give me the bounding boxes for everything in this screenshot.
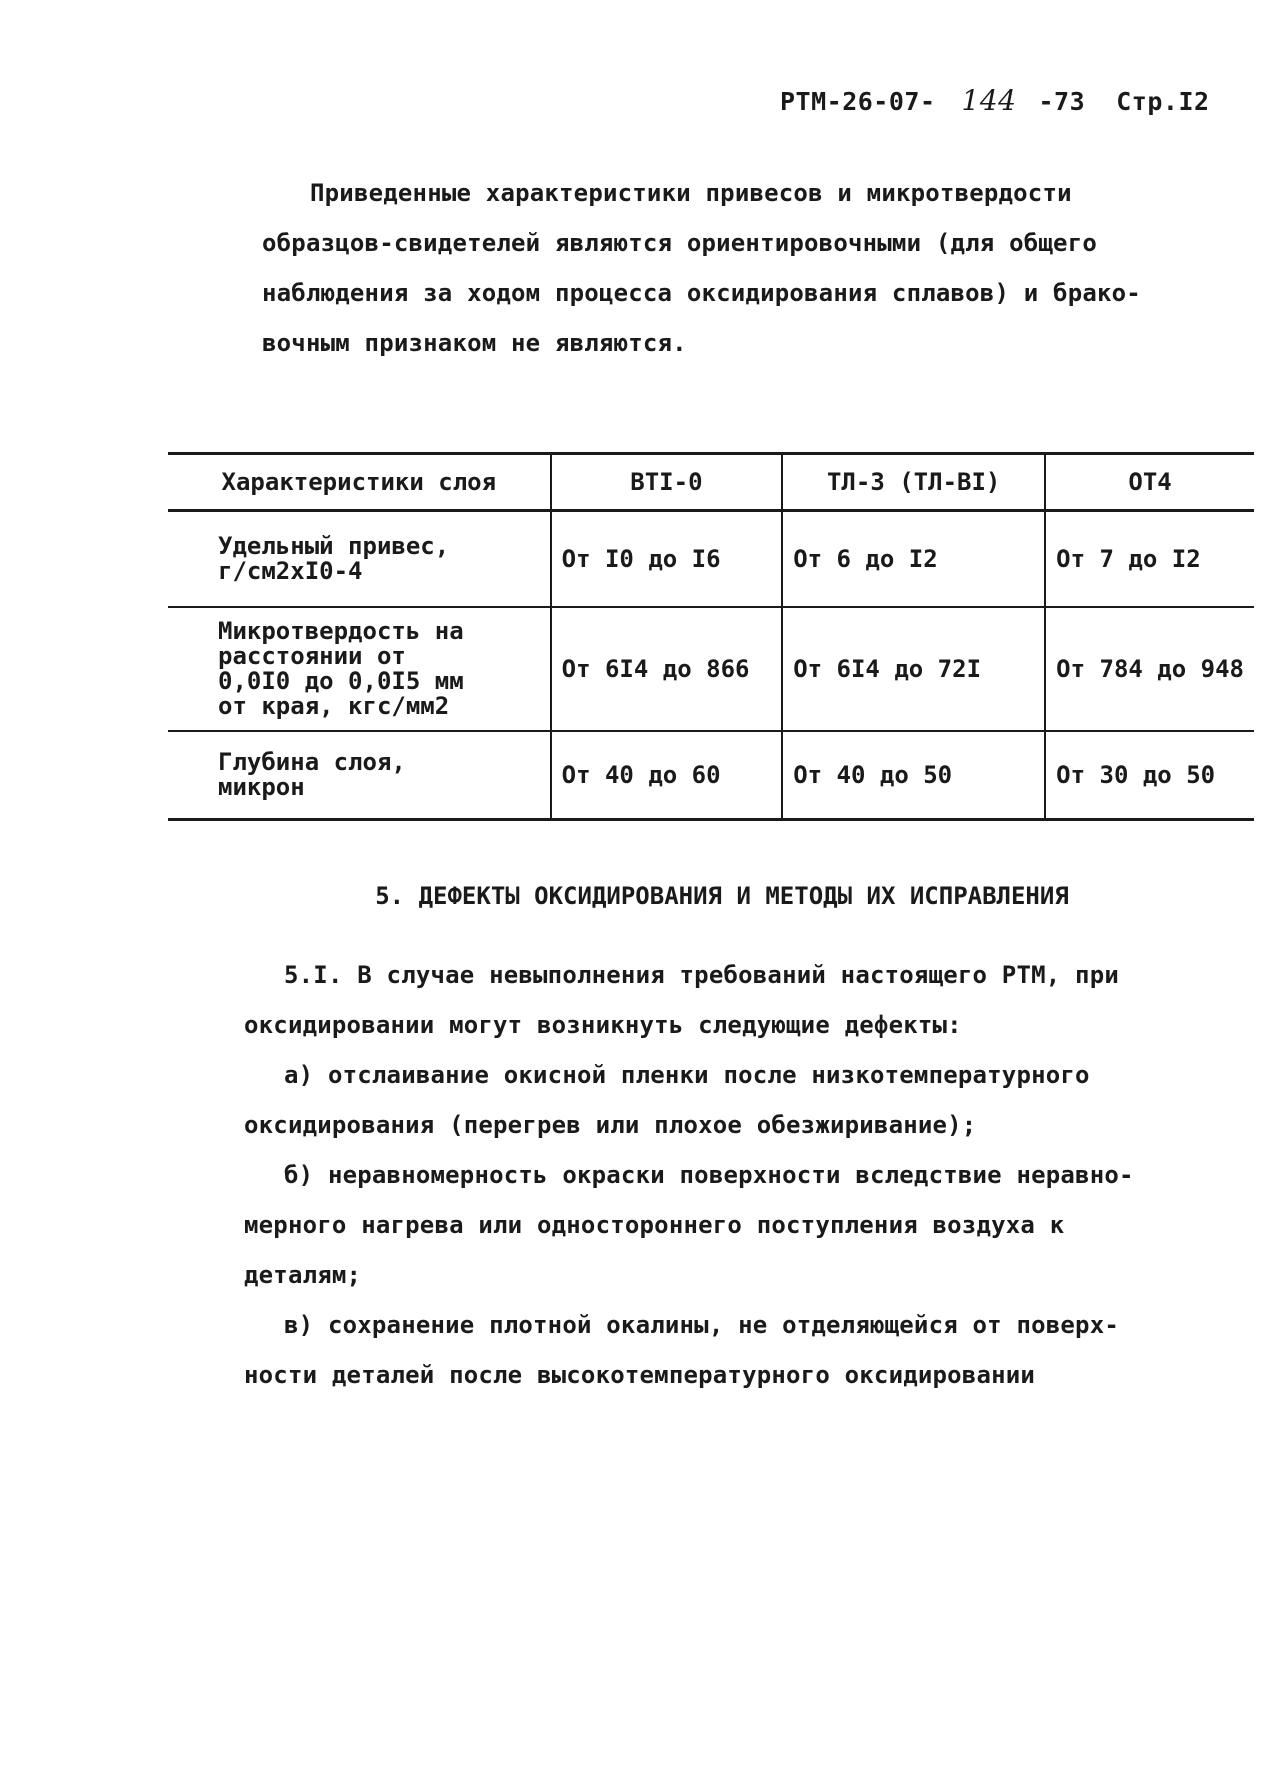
intro-line: образцов-свидетелей являются ориентировочными (для общего <box>262 229 1098 257</box>
section-line: а) отслаивание окисной пленки после низкотемпературного <box>284 1061 1090 1089</box>
section-line: оксидировании могут возникнуть следующие дефекты: <box>244 1011 962 1039</box>
table-cell: От 7 до I2 <box>1045 511 1254 608</box>
table-cell: От 6I4 до 72I <box>782 607 1045 731</box>
column-header: Характеристики слоя <box>168 454 551 511</box>
intro-line: вочным признаком не являются. <box>262 329 687 357</box>
table-cell: От 40 до 60 <box>551 731 783 820</box>
section-line: деталям; <box>244 1261 362 1289</box>
table-row <box>168 731 1254 820</box>
table-cell: От 784 до 948 <box>1045 607 1254 731</box>
column-header: ВТI-0 <box>551 454 783 511</box>
intro-line: Приведенные характеристики привесов и микротвердости <box>310 179 1072 207</box>
table-cell: От 6I4 до 866 <box>551 607 783 731</box>
table-cell: От 40 до 50 <box>782 731 1045 820</box>
page-header <box>780 84 1250 117</box>
table-row <box>168 607 1254 731</box>
handwritten-number: 144 <box>961 84 1017 117</box>
intro-paragraph <box>262 168 1141 368</box>
section-body <box>244 950 1134 1400</box>
column-header: ТЛ-3 (ТЛ-ВI) <box>782 454 1045 511</box>
table-row <box>168 511 1254 608</box>
table-cell: От 6 до I2 <box>782 511 1045 608</box>
row-label: Удельный привес, г/см2хI0-4 <box>168 511 551 608</box>
section-heading: 5. ДЕФЕКТЫ ОКСИДИРОВАНИЯ И МЕТОДЫ ИХ ИСПРАВЛЕНИЯ <box>375 882 1069 910</box>
section-line: мерного нагрева или одностороннего поступления воздуха к <box>244 1211 1065 1239</box>
column-header: ОТ4 <box>1045 454 1254 511</box>
table-cell: От 30 до 50 <box>1045 731 1254 820</box>
table-header-row <box>168 454 1254 511</box>
row-label: Микротвердость на расстоянии от 0,0I0 до 0,0I5 мм от края, кгс/мм2 <box>168 607 551 731</box>
intro-line: наблюдения за ходом процесса оксидирования сплавов) и брако- <box>262 279 1141 307</box>
doc-year: -73 <box>1038 87 1086 116</box>
characteristics-table <box>168 452 1254 821</box>
section-line: оксидирования (перегрев или плохое обезжиривание); <box>244 1111 977 1139</box>
section-line: в) сохранение плотной окалины, не отделяющейся от поверх- <box>284 1311 1120 1339</box>
doc-code: РТМ-26-07- <box>780 87 936 116</box>
table-cell: От I0 до I6 <box>551 511 783 608</box>
page-number: Стр.I2 <box>1116 87 1210 116</box>
section-line: 5.I. В случае невыполнения требований настоящего РТМ, при <box>284 961 1120 989</box>
section-line: б) неравномерность окраски поверхности вследствие неравно- <box>284 1161 1134 1189</box>
section-line: ности деталей после высокотемпературного оксидировании <box>244 1361 1036 1389</box>
row-label: Глубина слоя, микрон <box>168 731 551 820</box>
